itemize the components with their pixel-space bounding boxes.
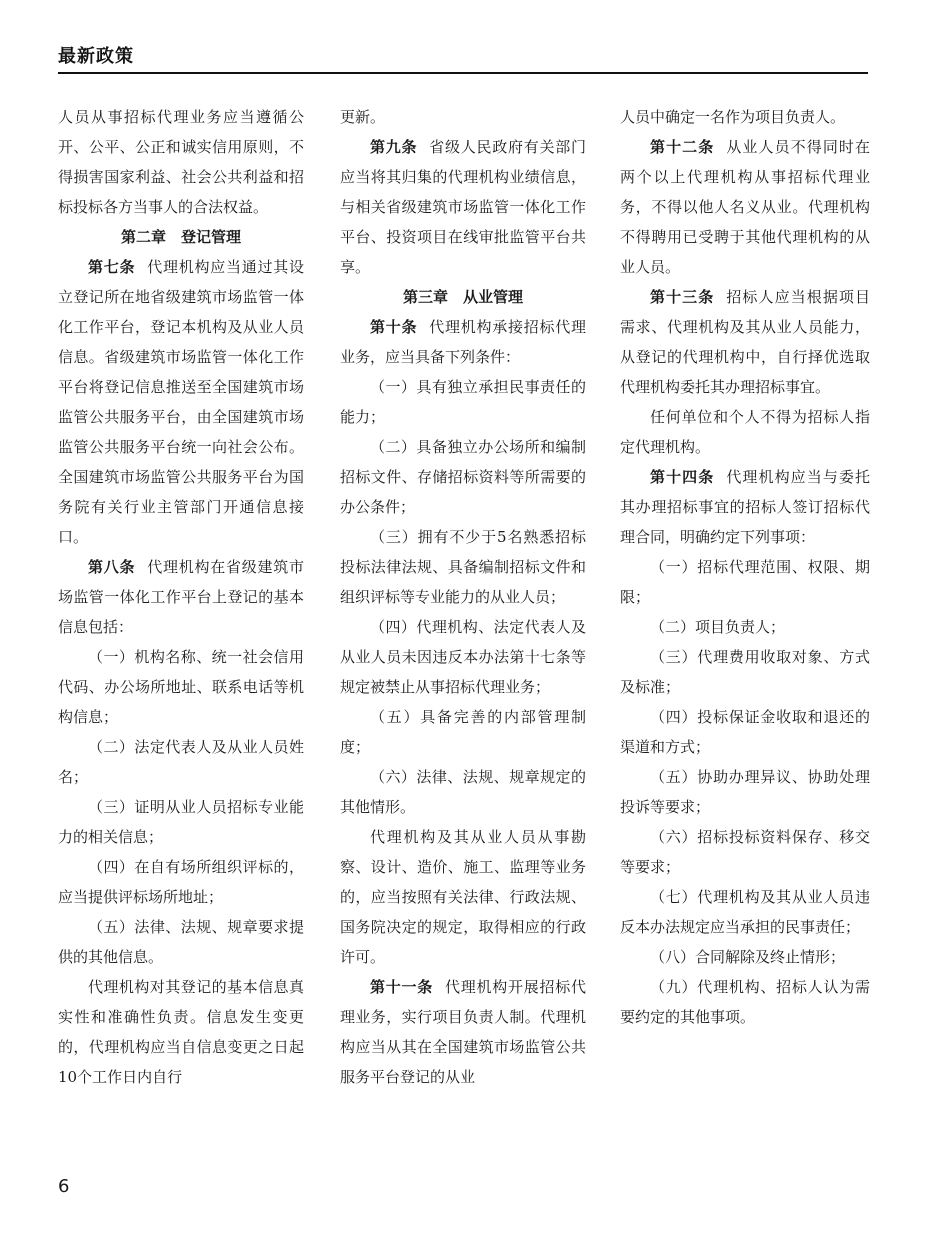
article-label: 第十三条 (650, 288, 715, 306)
paragraph (340, 822, 586, 972)
chapter-heading: 第三章 从业管理 (402, 288, 523, 306)
text-column-3 (620, 102, 870, 1032)
paragraph (58, 732, 304, 792)
paragraph (620, 642, 870, 702)
paragraph (340, 432, 586, 522)
paragraph-text: （八）合同解除及终止情形； (650, 948, 846, 966)
paragraph-text: （二）具备独立办公场所和编制招标文件、存储招标资料等所需要的办公条件； (340, 438, 586, 516)
paragraph (620, 462, 870, 552)
text-column-2 (340, 102, 586, 1092)
paragraph (58, 792, 304, 852)
paragraph-text: （五）法律、法规、规章要求提供的其他信息。 (58, 918, 304, 966)
paragraph-text: （六）招标投标资料保存、移交等要求； (620, 828, 870, 876)
paragraph (340, 762, 586, 822)
paragraph (620, 612, 870, 642)
paragraph (58, 972, 304, 1092)
paragraph-text: 从业人员不得同时在两个以上代理机构从事招标代理业务，不得以他人名义从业。代理机构不得聘用已受聘于其他代理机构的从业人员。 (620, 138, 870, 276)
paragraph-text: 代理机构应当通过其设立登记所在地省级建筑市场监管一体化工作平台，登记本机构及从业人员信息。省级建筑市场监管一体化工作平台将登记信息推送至全国建筑市场监管公共服务平台，由全国建筑市场监管公共服务平台统一向社会公布。全国建筑市场监管公共服务平台为国务院有关行业主管部门开通信息接口。 (58, 258, 304, 546)
article-label: 第七条 (88, 258, 136, 276)
paragraph (620, 822, 870, 882)
paragraph-text: （五）具备完善的内部管理制度； (340, 708, 586, 756)
paragraph (620, 552, 870, 612)
paragraph (620, 132, 870, 282)
paragraph (58, 852, 304, 912)
paragraph (620, 102, 870, 132)
paragraph (58, 912, 304, 972)
header-divider (58, 72, 868, 74)
paragraph-text: 代理机构在省级建筑市场监管一体化工作平台上登记的基本信息包括： (58, 558, 304, 636)
chapter-heading: 第二章 登记管理 (120, 228, 241, 246)
paragraph-text: 代理机构开展招标代理业务，实行项目负责人制。代理机构应当从其在全国建筑市场监管公共服务平台登记的从业 (340, 978, 586, 1086)
paragraph (58, 642, 304, 732)
paragraph-text: （五）协助办理异议、协助处理投诉等要求； (620, 768, 870, 816)
article-label: 第九条 (370, 138, 418, 156)
paragraph-text: 代理机构及其从业人员从事勘察、设计、造价、施工、监理等业务的，应当按照有关法律、行政法规、国务院决定的规定，取得相应的行政许可。 (340, 828, 586, 966)
paragraph-text: （一）具有独立承担民事责任的能力； (340, 378, 586, 426)
paragraph-text: （三）证明从业人员招标专业能力的相关信息； (58, 798, 304, 846)
paragraph-text: （二）项目负责人； (650, 618, 786, 636)
text-column-1 (58, 102, 304, 1092)
paragraph-text: （六）法律、法规、规章规定的其他情形。 (340, 768, 586, 816)
paragraph (340, 522, 586, 612)
paragraph (620, 402, 870, 462)
paragraph (620, 882, 870, 942)
paragraph (340, 612, 586, 702)
paragraph (340, 972, 586, 1092)
paragraph-text: （九）代理机构、招标人认为需要约定的其他事项。 (620, 978, 870, 1026)
paragraph-text: 省级人民政府有关部门应当将其归集的代理机构业绩信息，与相关省级建筑市场监管一体化工作平台、投资项目在线审批监管平台共享。 (340, 138, 586, 276)
article-label: 第十一条 (370, 978, 433, 996)
page-number: 6 (58, 1176, 70, 1197)
paragraph-text: （四）在自有场所组织评标的，应当提供评标场所地址； (58, 858, 304, 906)
paragraph-text: 代理机构对其登记的基本信息真实性和准确性负责。信息发生变更的，代理机构应当自信息变更之日起10个工作日内自行 (58, 978, 304, 1086)
article-label: 第八条 (88, 558, 136, 576)
paragraph (620, 942, 870, 972)
paragraph-text: （一）机构名称、统一社会信用代码、办公场所地址、联系电话等机构信息； (58, 648, 304, 726)
paragraph (340, 702, 586, 762)
article-label: 第十四条 (650, 468, 715, 486)
paragraph-text: （四）投标保证金收取和退还的渠道和方式； (620, 708, 870, 756)
paragraph-text: 代理机构应当与委托其办理招标事宜的招标人签订招标代理合同，明确约定下列事项： (620, 468, 870, 546)
paragraph-text: 代理机构承接招标代理业务，应当具备下列条件： (340, 318, 586, 366)
page-header (58, 38, 868, 72)
paragraph-text: （二）法定代表人及从业人员姓名； (58, 738, 304, 786)
paragraph-text: （七）代理机构及其从业人员违反本办法规定应当承担的民事责任； (620, 888, 870, 936)
paragraph (58, 252, 304, 552)
paragraph (340, 132, 586, 282)
paragraph-text: 任何单位和个人不得为招标人指定代理机构。 (620, 408, 870, 456)
paragraph (620, 972, 870, 1032)
article-label: 第十二条 (650, 138, 715, 156)
paragraph-text: （三）拥有不少于5名熟悉招标投标法律法规、具备编制招标文件和组织评标等专业能力的从业人员； (340, 528, 586, 606)
paragraph-text: 招标人应当根据项目需求、代理机构及其从业人员能力，从登记的代理机构中，自行择优选取代理机构委托其办理招标事宜。 (620, 288, 870, 396)
paragraph-text: （四）代理机构、法定代表人及从业人员未因违反本办法第十七条等规定被禁止从事招标代理业务； (340, 618, 586, 696)
paragraph-text: （三）代理费用收取对象、方式及标准； (620, 648, 870, 696)
paragraph (58, 552, 304, 642)
paragraph-text: 人员中确定一名作为项目负责人。 (620, 108, 846, 126)
paragraph (340, 312, 586, 372)
article-label: 第十条 (370, 318, 418, 336)
section-title: 最新政策 (58, 46, 134, 67)
paragraph (620, 762, 870, 822)
paragraph (620, 702, 870, 762)
paragraph (340, 102, 586, 132)
paragraph-text: 更新。 (340, 108, 386, 126)
paragraph-text: 人员从事招标代理业务应当遵循公开、公平、公正和诚实信用原则，不得损害国家利益、社会公共利益和招标投标各方当事人的合法权益。 (58, 108, 304, 216)
paragraph (620, 282, 870, 402)
paragraph (340, 372, 586, 432)
paragraph-text: （一）招标代理范围、权限、期限； (620, 558, 870, 606)
paragraph (58, 102, 304, 222)
